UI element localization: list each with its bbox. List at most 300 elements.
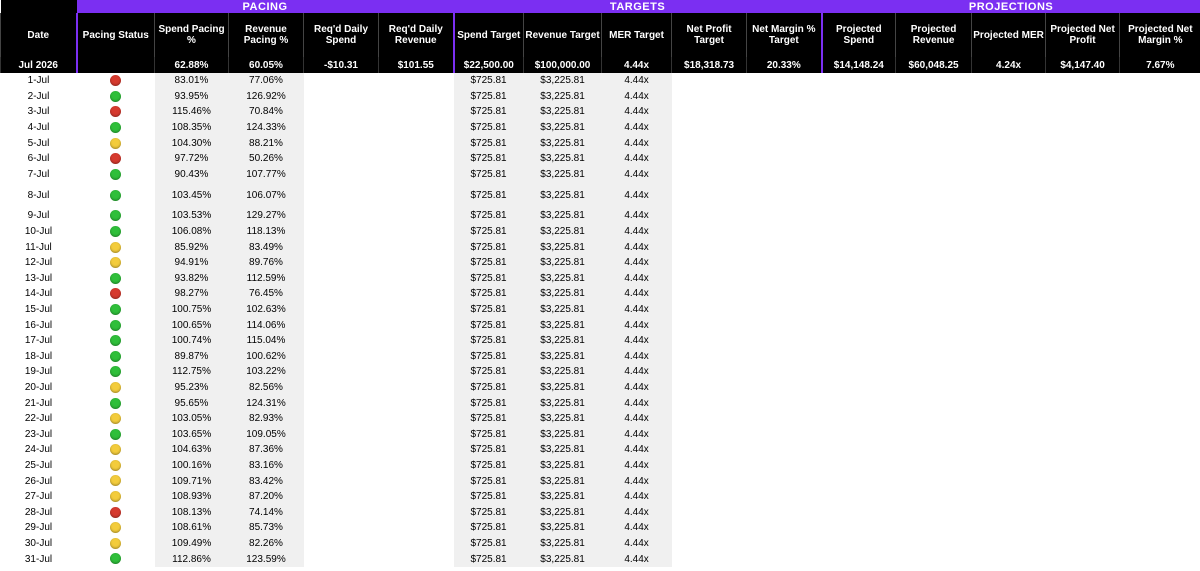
cell-mer-target[interactable]: 4.44x — [602, 395, 672, 411]
cell-revenue-pacing[interactable]: 87.36% — [229, 442, 304, 458]
cell-projected-net-profit[interactable] — [1046, 458, 1120, 474]
cell-projected-spend[interactable] — [822, 349, 896, 365]
cell-date[interactable]: 15-Jul — [1, 302, 77, 318]
cell-mer-target[interactable]: 4.44x — [602, 411, 672, 427]
cell-spend-pacing[interactable]: 85.92% — [155, 239, 229, 255]
cell-spend-pacing[interactable]: 100.65% — [155, 317, 229, 333]
cell-reqd-daily-spend[interactable] — [304, 411, 379, 427]
cell-spend-target[interactable]: $725.81 — [454, 104, 524, 120]
cell-projected-spend[interactable] — [822, 473, 896, 489]
cell-reqd-daily-revenue[interactable] — [379, 317, 454, 333]
cell-revenue-pacing[interactable]: 89.76% — [229, 255, 304, 271]
cell-reqd-daily-revenue[interactable] — [379, 104, 454, 120]
cell-revenue-target[interactable]: $3,225.81 — [524, 89, 602, 105]
cell-spend-pacing[interactable]: 103.05% — [155, 411, 229, 427]
cell-spend-pacing[interactable]: 93.82% — [155, 271, 229, 287]
cell-net-margin-target[interactable] — [747, 151, 822, 167]
col-revenue-pacing[interactable]: Revenue Pacing % — [229, 13, 304, 57]
cell-projected-net-margin[interactable] — [1120, 208, 1200, 224]
cell-projected-net-margin[interactable] — [1120, 104, 1200, 120]
cell-revenue-target[interactable]: $3,225.81 — [524, 104, 602, 120]
total-projected-revenue[interactable]: $60,048.25 — [896, 57, 972, 73]
cell-projected-net-profit[interactable] — [1046, 286, 1120, 302]
cell-spend-target[interactable]: $725.81 — [454, 286, 524, 302]
cell-revenue-target[interactable]: $3,225.81 — [524, 182, 602, 208]
total-revenue-target[interactable]: $100,000.00 — [524, 57, 602, 73]
cell-projected-revenue[interactable] — [896, 271, 972, 287]
cell-projected-net-profit[interactable] — [1046, 411, 1120, 427]
cell-reqd-daily-spend[interactable] — [304, 395, 379, 411]
cell-reqd-daily-spend[interactable] — [304, 364, 379, 380]
cell-projected-net-margin[interactable] — [1120, 489, 1200, 505]
cell-projected-spend[interactable] — [822, 504, 896, 520]
cell-projected-revenue[interactable] — [896, 317, 972, 333]
cell-date[interactable]: 6-Jul — [1, 151, 77, 167]
cell-revenue-pacing[interactable]: 106.07% — [229, 182, 304, 208]
cell-net-margin-target[interactable] — [747, 333, 822, 349]
cell-net-margin-target[interactable] — [747, 473, 822, 489]
cell-revenue-target[interactable]: $3,225.81 — [524, 239, 602, 255]
cell-projected-mer[interactable] — [972, 182, 1046, 208]
cell-projected-net-profit[interactable] — [1046, 151, 1120, 167]
cell-projected-spend[interactable] — [822, 317, 896, 333]
cell-projected-net-margin[interactable] — [1120, 73, 1200, 89]
cell-revenue-pacing[interactable]: 114.06% — [229, 317, 304, 333]
cell-projected-revenue[interactable] — [896, 364, 972, 380]
cell-projected-net-margin[interactable] — [1120, 520, 1200, 536]
cell-net-margin-target[interactable] — [747, 364, 822, 380]
col-reqd-daily-revenue[interactable]: Req'd Daily Revenue — [379, 13, 454, 57]
cell-reqd-daily-spend[interactable] — [304, 536, 379, 552]
cell-pacing-status[interactable] — [77, 504, 155, 520]
cell-projected-revenue[interactable] — [896, 286, 972, 302]
cell-projected-revenue[interactable] — [896, 333, 972, 349]
cell-mer-target[interactable]: 4.44x — [602, 120, 672, 136]
cell-reqd-daily-revenue[interactable] — [379, 536, 454, 552]
cell-reqd-daily-spend[interactable] — [304, 135, 379, 151]
cell-projected-revenue[interactable] — [896, 182, 972, 208]
cell-projected-mer[interactable] — [972, 151, 1046, 167]
cell-revenue-target[interactable]: $3,225.81 — [524, 208, 602, 224]
cell-projected-mer[interactable] — [972, 333, 1046, 349]
col-pacing-status[interactable]: Pacing Status — [77, 13, 155, 57]
cell-projected-mer[interactable] — [972, 489, 1046, 505]
cell-reqd-daily-spend[interactable] — [304, 182, 379, 208]
cell-projected-mer[interactable] — [972, 286, 1046, 302]
cell-projected-spend[interactable] — [822, 536, 896, 552]
cell-net-profit-target[interactable] — [672, 167, 747, 183]
cell-spend-pacing[interactable]: 108.35% — [155, 120, 229, 136]
cell-pacing-status[interactable] — [77, 395, 155, 411]
cell-date[interactable]: 13-Jul — [1, 271, 77, 287]
col-projected-revenue[interactable]: Projected Revenue — [896, 13, 972, 57]
cell-reqd-daily-revenue[interactable] — [379, 458, 454, 474]
cell-projected-net-margin[interactable] — [1120, 504, 1200, 520]
cell-projected-net-profit[interactable] — [1046, 255, 1120, 271]
cell-pacing-status[interactable] — [77, 442, 155, 458]
cell-projected-net-margin[interactable] — [1120, 89, 1200, 105]
cell-reqd-daily-revenue[interactable] — [379, 208, 454, 224]
cell-spend-pacing[interactable]: 90.43% — [155, 167, 229, 183]
cell-projected-mer[interactable] — [972, 380, 1046, 396]
cell-revenue-target[interactable]: $3,225.81 — [524, 551, 602, 567]
cell-projected-net-margin[interactable] — [1120, 551, 1200, 567]
cell-net-margin-target[interactable] — [747, 442, 822, 458]
cell-net-margin-target[interactable] — [747, 489, 822, 505]
cell-reqd-daily-revenue[interactable] — [379, 349, 454, 365]
cell-revenue-pacing[interactable]: 77.06% — [229, 73, 304, 89]
cell-projected-revenue[interactable] — [896, 73, 972, 89]
cell-date[interactable]: 7-Jul — [1, 167, 77, 183]
cell-net-margin-target[interactable] — [747, 395, 822, 411]
cell-mer-target[interactable]: 4.44x — [602, 364, 672, 380]
cell-revenue-target[interactable]: $3,225.81 — [524, 286, 602, 302]
cell-projected-spend[interactable] — [822, 442, 896, 458]
cell-date[interactable]: 2-Jul — [1, 89, 77, 105]
cell-net-margin-target[interactable] — [747, 380, 822, 396]
cell-reqd-daily-spend[interactable] — [304, 255, 379, 271]
cell-projected-net-profit[interactable] — [1046, 271, 1120, 287]
cell-reqd-daily-spend[interactable] — [304, 504, 379, 520]
cell-projected-revenue[interactable] — [896, 120, 972, 136]
cell-mer-target[interactable]: 4.44x — [602, 520, 672, 536]
cell-date[interactable]: 4-Jul — [1, 120, 77, 136]
cell-net-margin-target[interactable] — [747, 317, 822, 333]
cell-pacing-status[interactable] — [77, 271, 155, 287]
cell-mer-target[interactable]: 4.44x — [602, 255, 672, 271]
cell-pacing-status[interactable] — [77, 73, 155, 89]
cell-mer-target[interactable]: 4.44x — [602, 458, 672, 474]
cell-spend-pacing[interactable]: 109.49% — [155, 536, 229, 552]
cell-projected-spend[interactable] — [822, 255, 896, 271]
cell-net-margin-target[interactable] — [747, 302, 822, 318]
cell-projected-net-profit[interactable] — [1046, 317, 1120, 333]
cell-pacing-status[interactable] — [77, 104, 155, 120]
cell-spend-pacing[interactable]: 100.16% — [155, 458, 229, 474]
cell-reqd-daily-spend[interactable] — [304, 333, 379, 349]
cell-reqd-daily-spend[interactable] — [304, 473, 379, 489]
cell-revenue-pacing[interactable]: 82.93% — [229, 411, 304, 427]
cell-projected-mer[interactable] — [972, 349, 1046, 365]
cell-pacing-status[interactable] — [77, 182, 155, 208]
cell-spend-target[interactable]: $725.81 — [454, 364, 524, 380]
cell-net-margin-target[interactable] — [747, 536, 822, 552]
cell-mer-target[interactable]: 4.44x — [602, 182, 672, 208]
cell-spend-target[interactable]: $725.81 — [454, 120, 524, 136]
cell-reqd-daily-spend[interactable] — [304, 104, 379, 120]
cell-spend-pacing[interactable]: 103.65% — [155, 426, 229, 442]
cell-projected-net-profit[interactable] — [1046, 89, 1120, 105]
cell-net-profit-target[interactable] — [672, 89, 747, 105]
cell-spend-target[interactable]: $725.81 — [454, 504, 524, 520]
cell-spend-pacing[interactable]: 94.91% — [155, 255, 229, 271]
cell-pacing-status[interactable] — [77, 208, 155, 224]
cell-mer-target[interactable]: 4.44x — [602, 224, 672, 240]
cell-projected-revenue[interactable] — [896, 104, 972, 120]
cell-spend-pacing[interactable]: 104.63% — [155, 442, 229, 458]
cell-net-margin-target[interactable] — [747, 411, 822, 427]
cell-reqd-daily-revenue[interactable] — [379, 395, 454, 411]
cell-reqd-daily-spend[interactable] — [304, 551, 379, 567]
cell-revenue-pacing[interactable]: 100.62% — [229, 349, 304, 365]
cell-projected-net-margin[interactable] — [1120, 151, 1200, 167]
cell-net-profit-target[interactable] — [672, 442, 747, 458]
cell-date[interactable]: 29-Jul — [1, 520, 77, 536]
cell-projected-net-profit[interactable] — [1046, 208, 1120, 224]
cell-mer-target[interactable]: 4.44x — [602, 89, 672, 105]
cell-revenue-target[interactable]: $3,225.81 — [524, 489, 602, 505]
cell-net-profit-target[interactable] — [672, 286, 747, 302]
cell-reqd-daily-spend[interactable] — [304, 442, 379, 458]
cell-revenue-target[interactable]: $3,225.81 — [524, 271, 602, 287]
cell-net-margin-target[interactable] — [747, 504, 822, 520]
cell-projected-net-profit[interactable] — [1046, 395, 1120, 411]
cell-revenue-pacing[interactable]: 118.13% — [229, 224, 304, 240]
cell-projected-spend[interactable] — [822, 239, 896, 255]
cell-spend-target[interactable]: $725.81 — [454, 135, 524, 151]
cell-reqd-daily-revenue[interactable] — [379, 89, 454, 105]
cell-reqd-daily-revenue[interactable] — [379, 426, 454, 442]
cell-net-margin-target[interactable] — [747, 224, 822, 240]
cell-projected-mer[interactable] — [972, 364, 1046, 380]
col-net-margin-target[interactable]: Net Margin % Target — [747, 13, 822, 57]
cell-date[interactable]: 31-Jul — [1, 551, 77, 567]
cell-projected-revenue[interactable] — [896, 89, 972, 105]
cell-date[interactable]: 14-Jul — [1, 286, 77, 302]
cell-pacing-status[interactable] — [77, 255, 155, 271]
cell-net-profit-target[interactable] — [672, 395, 747, 411]
cell-projected-net-margin[interactable] — [1120, 395, 1200, 411]
cell-revenue-target[interactable]: $3,225.81 — [524, 504, 602, 520]
cell-projected-spend[interactable] — [822, 426, 896, 442]
cell-pacing-status[interactable] — [77, 426, 155, 442]
cell-projected-spend[interactable] — [822, 135, 896, 151]
total-projected-mer[interactable]: 4.24x — [972, 57, 1046, 73]
cell-spend-target[interactable]: $725.81 — [454, 489, 524, 505]
cell-spend-pacing[interactable]: 115.46% — [155, 104, 229, 120]
cell-reqd-daily-spend[interactable] — [304, 239, 379, 255]
col-projected-net-profit[interactable]: Projected Net Profit — [1046, 13, 1120, 57]
cell-projected-spend[interactable] — [822, 489, 896, 505]
cell-revenue-pacing[interactable]: 115.04% — [229, 333, 304, 349]
cell-projected-mer[interactable] — [972, 317, 1046, 333]
cell-revenue-target[interactable]: $3,225.81 — [524, 380, 602, 396]
cell-reqd-daily-revenue[interactable] — [379, 239, 454, 255]
cell-projected-mer[interactable] — [972, 302, 1046, 318]
cell-projected-net-margin[interactable] — [1120, 364, 1200, 380]
cell-net-margin-target[interactable] — [747, 255, 822, 271]
cell-projected-net-profit[interactable] — [1046, 224, 1120, 240]
cell-mer-target[interactable]: 4.44x — [602, 536, 672, 552]
cell-projected-net-margin[interactable] — [1120, 182, 1200, 208]
cell-projected-net-margin[interactable] — [1120, 135, 1200, 151]
cell-spend-target[interactable]: $725.81 — [454, 239, 524, 255]
cell-revenue-target[interactable]: $3,225.81 — [524, 302, 602, 318]
cell-reqd-daily-revenue[interactable] — [379, 255, 454, 271]
cell-net-profit-target[interactable] — [672, 458, 747, 474]
cell-mer-target[interactable]: 4.44x — [602, 317, 672, 333]
cell-projected-net-profit[interactable] — [1046, 489, 1120, 505]
cell-spend-target[interactable]: $725.81 — [454, 151, 524, 167]
cell-net-profit-target[interactable] — [672, 551, 747, 567]
total-net-profit-target[interactable]: $18,318.73 — [672, 57, 747, 73]
cell-spend-pacing[interactable]: 93.95% — [155, 89, 229, 105]
cell-date[interactable]: 30-Jul — [1, 536, 77, 552]
cell-projected-spend[interactable] — [822, 151, 896, 167]
cell-projected-net-margin[interactable] — [1120, 442, 1200, 458]
cell-net-profit-target[interactable] — [672, 239, 747, 255]
cell-date[interactable]: 16-Jul — [1, 317, 77, 333]
cell-net-margin-target[interactable] — [747, 349, 822, 365]
cell-spend-pacing[interactable]: 100.75% — [155, 302, 229, 318]
cell-projected-mer[interactable] — [972, 135, 1046, 151]
cell-revenue-pacing[interactable]: 123.59% — [229, 551, 304, 567]
cell-reqd-daily-spend[interactable] — [304, 151, 379, 167]
cell-date[interactable]: 5-Jul — [1, 135, 77, 151]
cell-projected-revenue[interactable] — [896, 302, 972, 318]
cell-mer-target[interactable]: 4.44x — [602, 208, 672, 224]
cell-projected-revenue[interactable] — [896, 167, 972, 183]
cell-reqd-daily-spend[interactable] — [304, 317, 379, 333]
cell-projected-spend[interactable] — [822, 73, 896, 89]
cell-reqd-daily-spend[interactable] — [304, 458, 379, 474]
cell-net-profit-target[interactable] — [672, 271, 747, 287]
cell-revenue-pacing[interactable]: 83.42% — [229, 473, 304, 489]
cell-revenue-pacing[interactable]: 109.05% — [229, 426, 304, 442]
cell-reqd-daily-spend[interactable] — [304, 349, 379, 365]
cell-pacing-status[interactable] — [77, 349, 155, 365]
cell-projected-revenue[interactable] — [896, 349, 972, 365]
cell-date[interactable]: 3-Jul — [1, 104, 77, 120]
cell-reqd-daily-spend[interactable] — [304, 489, 379, 505]
total-spend-pacing[interactable]: 62.88% — [155, 57, 229, 73]
cell-spend-target[interactable]: $725.81 — [454, 89, 524, 105]
cell-projected-mer[interactable] — [972, 411, 1046, 427]
cell-revenue-pacing[interactable]: 85.73% — [229, 520, 304, 536]
cell-revenue-target[interactable]: $3,225.81 — [524, 349, 602, 365]
cell-mer-target[interactable]: 4.44x — [602, 349, 672, 365]
cell-net-profit-target[interactable] — [672, 504, 747, 520]
cell-date[interactable]: 21-Jul — [1, 395, 77, 411]
cell-revenue-target[interactable]: $3,225.81 — [524, 473, 602, 489]
cell-projected-revenue[interactable] — [896, 458, 972, 474]
cell-date[interactable]: 18-Jul — [1, 349, 77, 365]
cell-reqd-daily-revenue[interactable] — [379, 271, 454, 287]
cell-revenue-pacing[interactable]: 83.16% — [229, 458, 304, 474]
cell-projected-mer[interactable] — [972, 167, 1046, 183]
cell-projected-spend[interactable] — [822, 104, 896, 120]
cell-date[interactable]: 11-Jul — [1, 239, 77, 255]
cell-pacing-status[interactable] — [77, 520, 155, 536]
cell-reqd-daily-revenue[interactable] — [379, 182, 454, 208]
cell-revenue-target[interactable]: $3,225.81 — [524, 411, 602, 427]
cell-date[interactable]: 20-Jul — [1, 380, 77, 396]
cell-revenue-pacing[interactable]: 76.45% — [229, 286, 304, 302]
cell-spend-pacing[interactable]: 112.86% — [155, 551, 229, 567]
cell-projected-net-profit[interactable] — [1046, 349, 1120, 365]
cell-spend-pacing[interactable]: 109.71% — [155, 473, 229, 489]
cell-reqd-daily-spend[interactable] — [304, 520, 379, 536]
col-mer-target[interactable]: MER Target — [602, 13, 672, 57]
cell-mer-target[interactable]: 4.44x — [602, 473, 672, 489]
cell-spend-pacing[interactable]: 108.61% — [155, 520, 229, 536]
cell-revenue-target[interactable]: $3,225.81 — [524, 442, 602, 458]
cell-projected-net-profit[interactable] — [1046, 167, 1120, 183]
cell-projected-net-margin[interactable] — [1120, 536, 1200, 552]
cell-revenue-target[interactable]: $3,225.81 — [524, 224, 602, 240]
cell-projected-mer[interactable] — [972, 426, 1046, 442]
cell-spend-pacing[interactable]: 106.08% — [155, 224, 229, 240]
cell-revenue-pacing[interactable]: 50.26% — [229, 151, 304, 167]
cell-projected-net-margin[interactable] — [1120, 426, 1200, 442]
cell-revenue-pacing[interactable]: 88.21% — [229, 135, 304, 151]
cell-net-margin-target[interactable] — [747, 458, 822, 474]
cell-mer-target[interactable]: 4.44x — [602, 286, 672, 302]
cell-projected-mer[interactable] — [972, 551, 1046, 567]
cell-net-profit-target[interactable] — [672, 182, 747, 208]
cell-revenue-target[interactable]: $3,225.81 — [524, 167, 602, 183]
cell-reqd-daily-spend[interactable] — [304, 271, 379, 287]
cell-projected-net-margin[interactable] — [1120, 317, 1200, 333]
cell-projected-net-profit[interactable] — [1046, 73, 1120, 89]
cell-reqd-daily-revenue[interactable] — [379, 520, 454, 536]
cell-projected-revenue[interactable] — [896, 520, 972, 536]
cell-net-profit-target[interactable] — [672, 255, 747, 271]
cell-spend-target[interactable]: $725.81 — [454, 380, 524, 396]
col-date[interactable]: Date — [1, 13, 77, 57]
cell-revenue-target[interactable]: $3,225.81 — [524, 395, 602, 411]
cell-net-margin-target[interactable] — [747, 271, 822, 287]
cell-reqd-daily-spend[interactable] — [304, 286, 379, 302]
cell-projected-net-margin[interactable] — [1120, 239, 1200, 255]
cell-projected-mer[interactable] — [972, 504, 1046, 520]
cell-date[interactable]: 9-Jul — [1, 208, 77, 224]
cell-projected-mer[interactable] — [972, 473, 1046, 489]
cell-reqd-daily-revenue[interactable] — [379, 135, 454, 151]
cell-reqd-daily-revenue[interactable] — [379, 333, 454, 349]
cell-projected-mer[interactable] — [972, 271, 1046, 287]
cell-net-margin-target[interactable] — [747, 120, 822, 136]
col-spend-pacing[interactable]: Spend Pacing % — [155, 13, 229, 57]
cell-projected-revenue[interactable] — [896, 151, 972, 167]
cell-pacing-status[interactable] — [77, 489, 155, 505]
cell-net-profit-target[interactable] — [672, 317, 747, 333]
cell-projected-spend[interactable] — [822, 208, 896, 224]
cell-date[interactable]: 19-Jul — [1, 364, 77, 380]
cell-mer-target[interactable]: 4.44x — [602, 333, 672, 349]
cell-pacing-status[interactable] — [77, 551, 155, 567]
cell-projected-net-margin[interactable] — [1120, 473, 1200, 489]
cell-pacing-status[interactable] — [77, 89, 155, 105]
cell-spend-target[interactable]: $725.81 — [454, 167, 524, 183]
cell-projected-net-profit[interactable] — [1046, 120, 1120, 136]
cell-projected-spend[interactable] — [822, 411, 896, 427]
cell-projected-mer[interactable] — [972, 255, 1046, 271]
cell-revenue-pacing[interactable]: 83.49% — [229, 239, 304, 255]
col-projected-spend[interactable]: Projected Spend — [822, 13, 896, 57]
cell-revenue-target[interactable]: $3,225.81 — [524, 73, 602, 89]
cell-reqd-daily-revenue[interactable] — [379, 551, 454, 567]
cell-reqd-daily-revenue[interactable] — [379, 380, 454, 396]
cell-projected-revenue[interactable] — [896, 208, 972, 224]
cell-projected-net-profit[interactable] — [1046, 551, 1120, 567]
cell-net-profit-target[interactable] — [672, 302, 747, 318]
cell-reqd-daily-revenue[interactable] — [379, 364, 454, 380]
cell-spend-target[interactable]: $725.81 — [454, 395, 524, 411]
cell-revenue-pacing[interactable]: 129.27% — [229, 208, 304, 224]
cell-spend-target[interactable]: $725.81 — [454, 224, 524, 240]
cell-net-profit-target[interactable] — [672, 104, 747, 120]
